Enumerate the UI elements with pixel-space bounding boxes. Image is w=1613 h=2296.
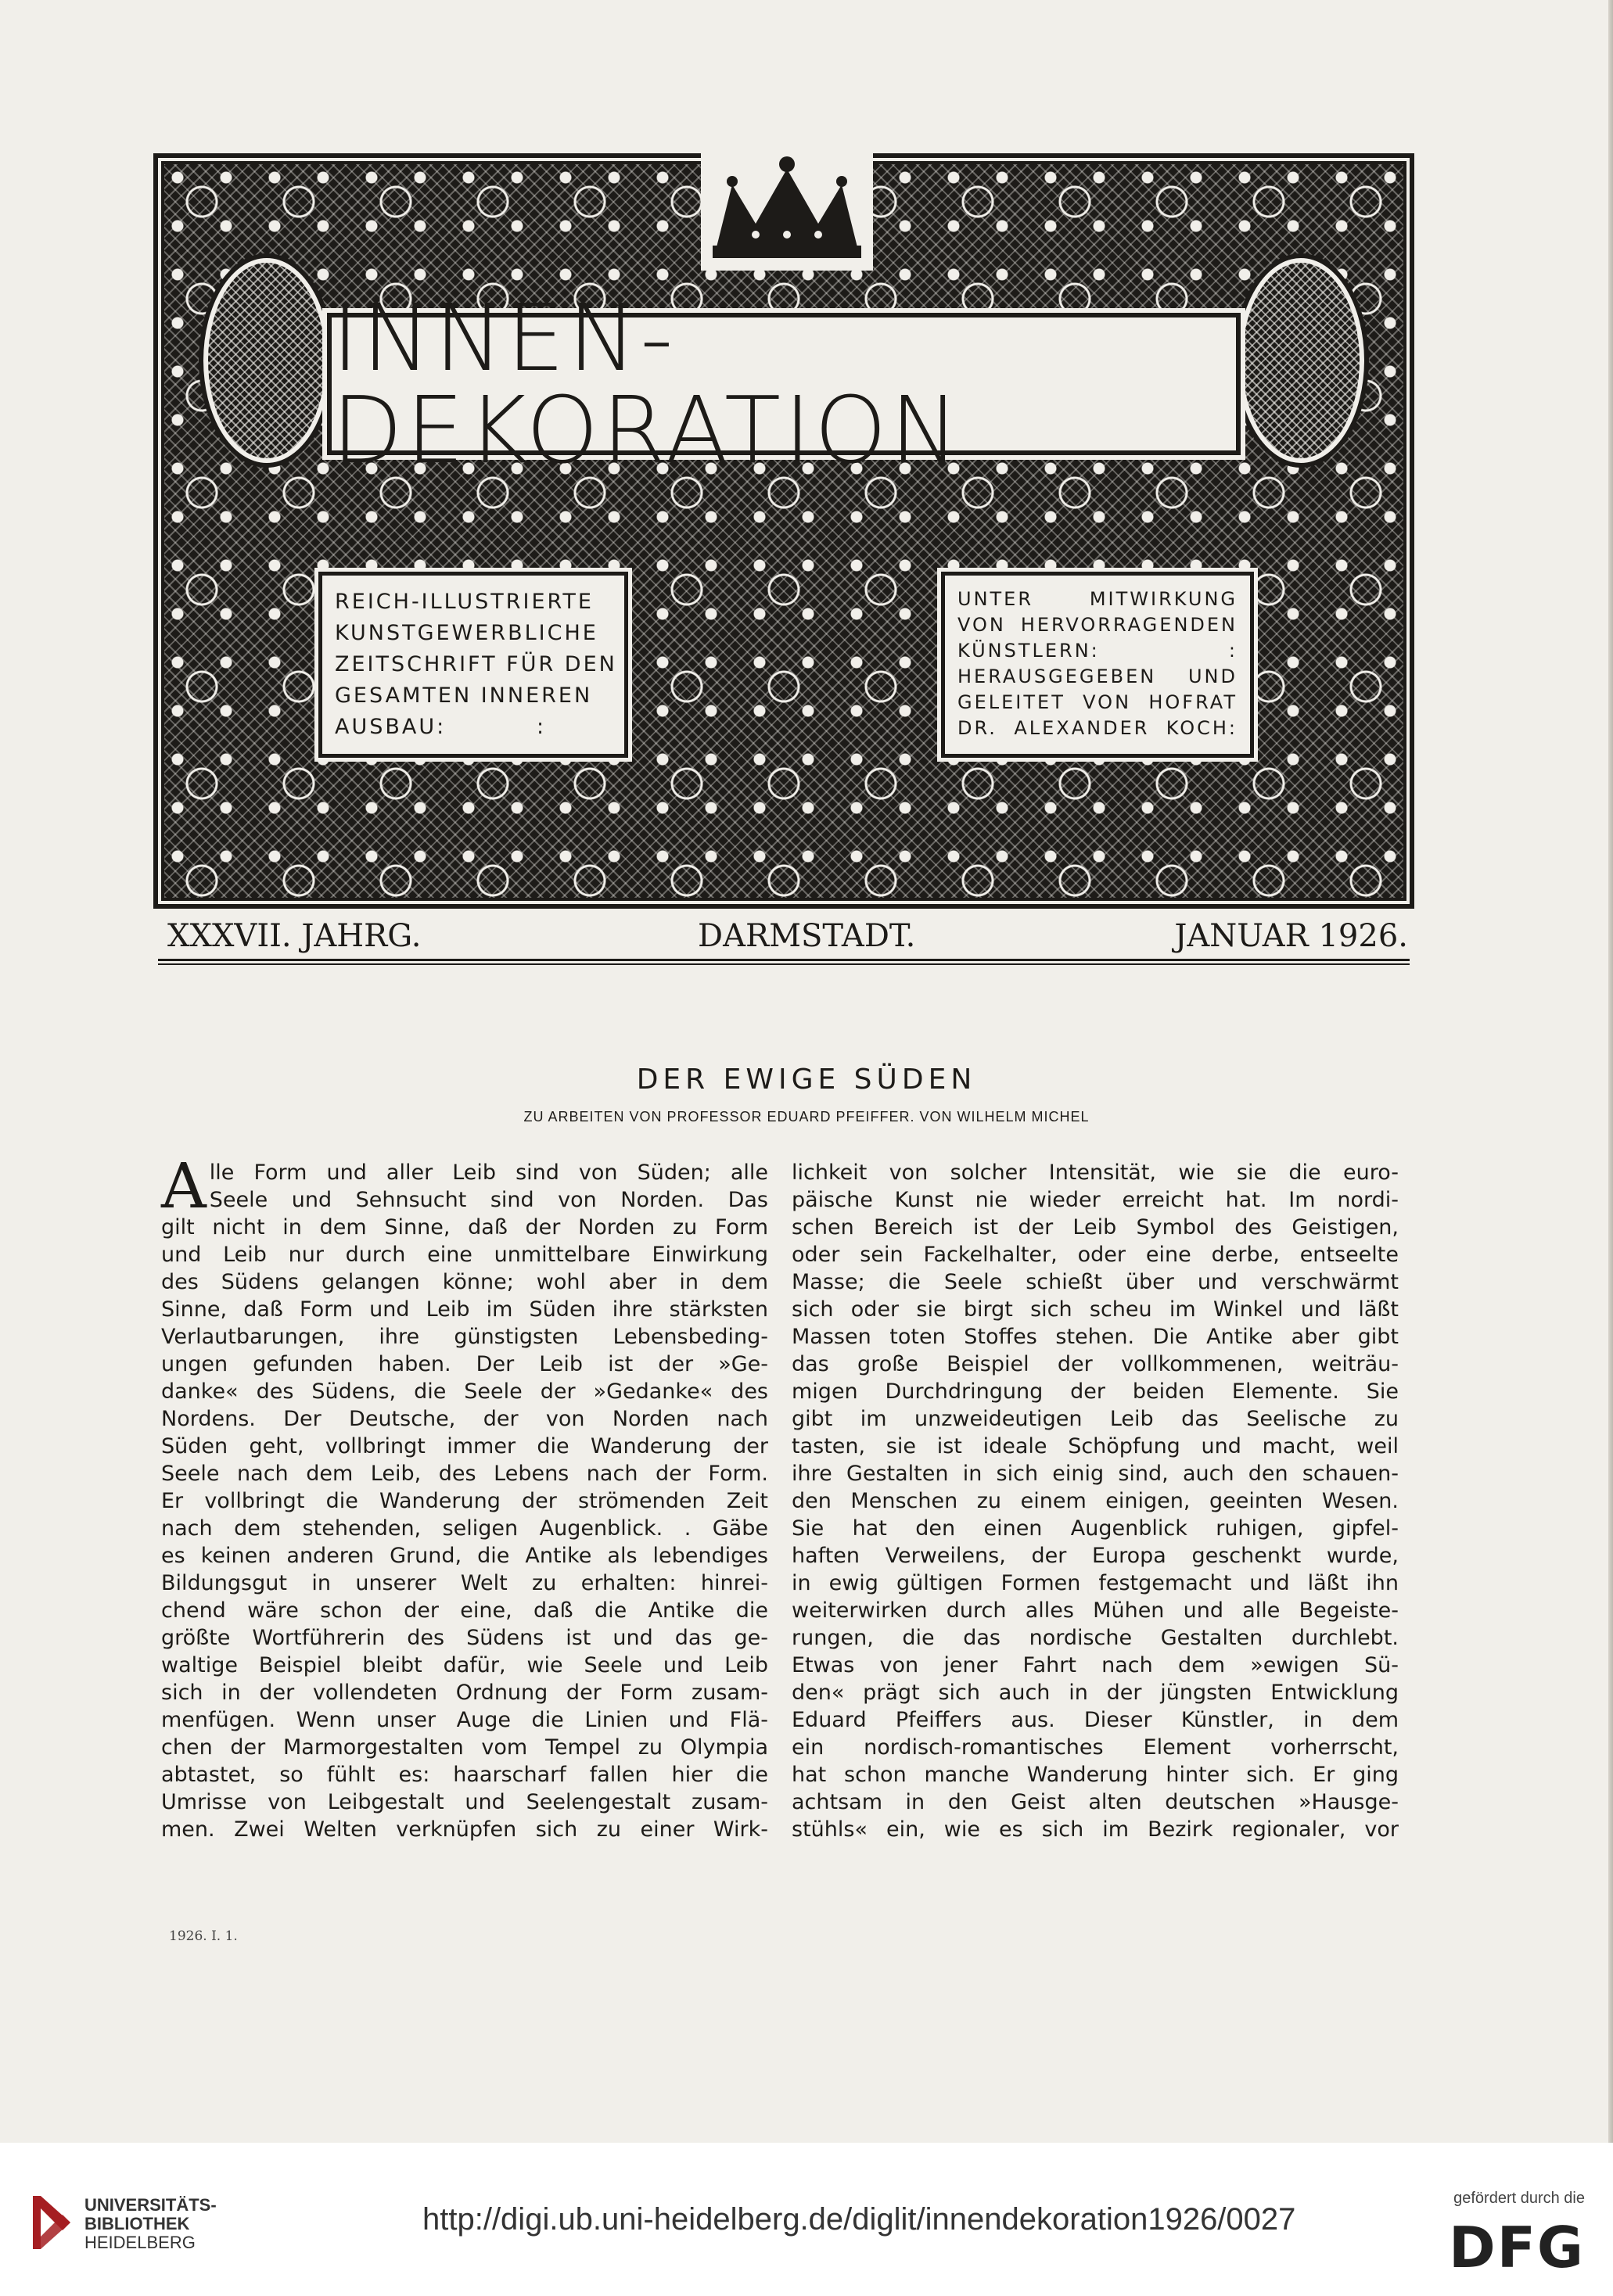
right-text-column — [792, 1159, 1399, 1843]
text-line: und Leib nur durch eine unmittelbare Einwirkung — [161, 1243, 768, 1267]
text-line: Masse; die Seele schießt über und verschwärmt — [792, 1270, 1399, 1294]
text-line: weiterwirken durch alles Mühen und alle Begeiste- — [792, 1598, 1399, 1623]
text-line: sich oder sie birgt sich scheu im Winkel und läßt — [792, 1297, 1399, 1322]
text-line: den« prägt sich auch in der jüngsten Entwicklung — [792, 1681, 1399, 1705]
right-panel-line: KÜNSTLERN: : — [957, 640, 1238, 662]
library-name — [84, 2196, 217, 2252]
library-name-line: BIBLIOTHEK — [84, 2214, 190, 2233]
library-name-line: HEIDELBERG — [84, 2233, 196, 2252]
text-line: haften Verweilens, der Europa geschenkt wurde, — [792, 1544, 1399, 1568]
right-panel-line: UNTER MITWIRKUNG — [957, 588, 1238, 610]
text-line: chen der Marmorgestalten vom Tempel zu Olympia — [161, 1735, 768, 1760]
text-line: sich in der vollendeten Ordnung der Form zusam- — [161, 1681, 768, 1705]
funded-by-label: gefördert durch die — [1453, 2190, 1585, 2207]
right-panel-line: DR. ALEXANDER KOCH: — [957, 717, 1238, 739]
text-line: Nordens. Der Deutsche, der von Norden nach — [161, 1407, 768, 1431]
text-line: Seele nach dem Leib, des Lebens nach der Form. — [161, 1462, 768, 1486]
text-line: ihre Gestalten in sich einig sind, auch den schauen- — [792, 1462, 1399, 1486]
text-line: Umrisse von Leibgestalt und Seelengestalt zusam- — [161, 1790, 768, 1814]
left-text-column — [161, 1150, 768, 1843]
text-line: Süden geht, vollbringt immer die Wanderung der — [161, 1434, 768, 1458]
text-line: hat schon manche Wanderung hinter sich. Er ging — [792, 1763, 1399, 1787]
text-line: lichkeit von solcher Intensität, wie sie die euro- — [792, 1161, 1399, 1185]
article-subtitle: ZU ARBEITEN VON PROFESSOR EDUARD PFEIFFER. VON WILHELM MICHEL — [523, 1109, 1090, 1125]
text-line: es keinen anderen Grund, die Antike als lebendiges — [161, 1544, 768, 1568]
text-line: nach dem stehenden, seligen Augenblick. . Gäbe — [161, 1516, 768, 1541]
left-panel-line: ZEITSCHRIFT FÜR DEN — [335, 652, 617, 676]
volume-label: XXXVII. JAHRG. — [167, 918, 422, 954]
right-credits-panel — [945, 576, 1250, 754]
left-medallion — [208, 263, 325, 458]
place-label: DARMSTADT. — [698, 918, 916, 954]
left-panel-line: AUSBAU: : — [335, 715, 547, 739]
text-line: stühls« ein, wie es sich im Bezirk regionaler, vor — [792, 1817, 1399, 1842]
text-line: migen Durchdringung der beiden Elemente. Sie — [792, 1379, 1399, 1404]
text-line: ein nordisch-romantisches Element vorherrscht, — [792, 1735, 1399, 1760]
text-line: menfügen. Wenn unser Auge die Linien und Flä- — [161, 1708, 768, 1732]
dateline-rule — [158, 963, 1410, 965]
left-panel-line: REICH-ILLUSTRIERTE — [335, 590, 594, 614]
text-line: danke« des Südens, die Seele der »Gedanke« des — [161, 1379, 768, 1404]
text-line: den Menschen zu einem einigen, geeinten Wesen. — [792, 1489, 1399, 1513]
text-line: waltige Beispiel bleibt dafür, wie Seele und Leib — [161, 1653, 768, 1677]
left-description-panel — [322, 576, 624, 754]
text-line: Verlautbarungen, ihre günstigsten Lebensbeding- — [161, 1325, 768, 1349]
dfg-logo: DFG — [1448, 2215, 1585, 2280]
issue-date: JANUAR 1926. — [1174, 918, 1408, 954]
text-line: gilt nicht in dem Sinne, daß der Norden zu Form — [161, 1215, 768, 1239]
text-line: tasten, sie ist ideale Schöpfung und macht, weil — [792, 1434, 1399, 1458]
printer-signature: 1926. I. 1. — [169, 1928, 238, 1944]
digitization-footer — [0, 2143, 1613, 2296]
text-line: Bildungsgut in unserer Welt zu erhalten: hinrei- — [161, 1571, 768, 1595]
text-line: in ewig gültigen Formen festgemacht und läßt ihn — [792, 1571, 1399, 1595]
text-line: päische Kunst nie wieder erreicht hat. Im nordi- — [792, 1188, 1399, 1212]
drop-cap: A — [161, 1150, 207, 1222]
text-line: men. Zwei Welten verknüpfen sich zu einer Wirk- — [161, 1817, 768, 1842]
text-line: Etwas von jener Fahrt nach dem »ewigen Sü- — [792, 1653, 1399, 1677]
left-panel-line: GESAMTEN INNEREN — [335, 683, 593, 708]
right-panel-line: VON HERVORRAGENDEN — [957, 614, 1238, 636]
text-line: schen Bereich ist der Leib Symbol des Geistigen, — [792, 1215, 1399, 1239]
magazine-title: INNEN-DEKORATION — [332, 284, 963, 484]
library-name-line: UNIVERSITÄTS- — [84, 2195, 217, 2215]
permalink-url[interactable]: http://digi.ub.uni-heidelberg.de/diglit/innendekoration1926/0027 — [422, 2202, 1296, 2237]
text-line: rungen, die das nordische Gestalten durchlebt. — [792, 1626, 1399, 1650]
text-line: abtastet, so fühlt es: haarscharf fallen hier die — [161, 1763, 768, 1787]
right-medallion — [1242, 263, 1360, 458]
text-line: Sinne, daß Form und Leib im Süden ihre stärksten — [161, 1297, 768, 1322]
ornamental-masthead — [153, 153, 1414, 909]
text-line: lle Form und aller Leib sind von Süden; alle — [209, 1161, 768, 1185]
text-line: Seele und Sehnsucht sind von Norden. Das — [209, 1188, 768, 1212]
text-line: gibt im unzweideutigen Leib das Seelische zu — [792, 1407, 1399, 1431]
text-line: ungen gefunden haben. Der Leib ist der »Ge- — [161, 1352, 768, 1376]
university-library-logo-icon — [28, 2191, 75, 2254]
text-line: chend wäre schon der eine, daß die Antike die — [161, 1598, 768, 1623]
text-line: oder sein Fackelhalter, oder eine derbe, entseelte — [792, 1243, 1399, 1267]
text-line: achtsam in den Geist alten deutschen »Hausge- — [792, 1790, 1399, 1814]
text-line: das große Beispiel der vollkommenen, weiträu- — [792, 1352, 1399, 1376]
text-line: Eduard Pfeiffers aus. Dieser Künstler, in dem — [792, 1708, 1399, 1732]
text-line: des Südens gelangen könne; wohl aber in dem — [161, 1270, 768, 1294]
text-line: Massen toten Stoffes stehen. Die Antike aber gibt — [792, 1325, 1399, 1349]
crown-ornament — [701, 153, 873, 271]
right-panel-line: HERAUSGEGEBEN UND — [957, 665, 1238, 687]
text-line: Sie hat den einen Augenblick ruhigen, gipfel- — [792, 1516, 1399, 1541]
text-line: Er vollbringt die Wanderung der strömenden Zeit — [161, 1489, 768, 1513]
right-panel-line: GELEITET VON HOFRAT — [957, 691, 1238, 713]
dateline — [158, 913, 1410, 961]
article-title: DER EWIGE SÜDEN — [636, 1064, 977, 1096]
title-panel — [332, 284, 1236, 484]
left-panel-line: KUNSTGEWERBLICHE — [335, 621, 598, 645]
text-line: größte Wortführerin des Südens ist und das ge- — [161, 1626, 768, 1650]
